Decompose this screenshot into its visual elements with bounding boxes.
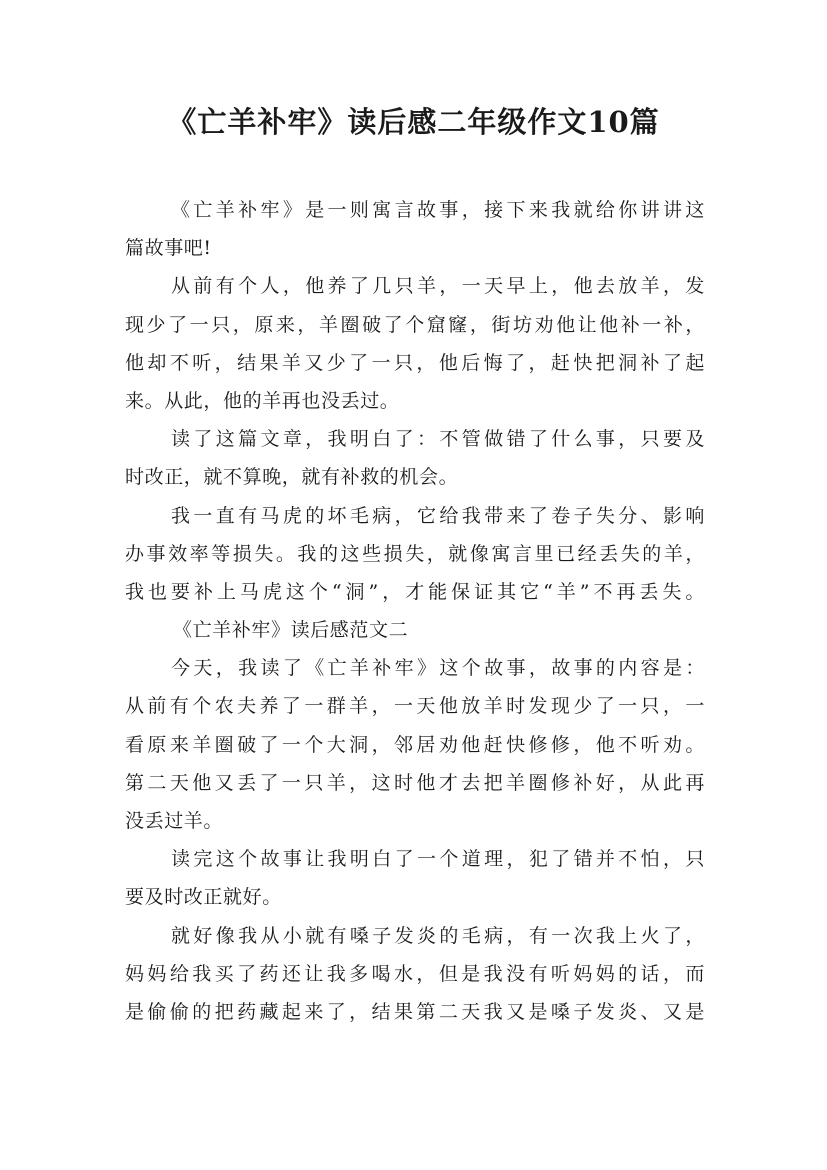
text-line: 看原来羊圈破了一个大洞，邻居劝他赶快修修，他不听劝。 [125, 733, 705, 756]
text-line: 现少了一只，原来，羊圈破了个窟窿，街坊劝他让他补一补， [125, 313, 705, 336]
document-title: 《亡羊补牢》读后感二年级作文10篇 [167, 105, 660, 139]
text-line: 他却不听，结果羊又少了一只，他后悔了，赶快把洞补了起 [125, 351, 705, 374]
text-line: 来。从此，他的羊再也没丢过。 [125, 389, 400, 412]
text-line: 办事效率等损失。我的这些损失，就像寓言里已经丢失的羊， [125, 542, 705, 565]
text-line: 是偷偷的把药藏起来了，结果第二天我又是嗓子发炎、又是 [125, 1000, 705, 1023]
text-line: 没丢过羊。 [125, 810, 224, 832]
text-line: 要及时改正就好。 [125, 886, 282, 909]
text-line: 我也要补上马虎这个“洞”，才能保证其它“羊”不再丢失。 [125, 580, 705, 603]
text-line: 读完这个故事让我明白了一个道理，犯了错并不怕，只 [171, 848, 705, 871]
section-heading: 《亡羊补牢》读后感范文二 [173, 619, 409, 642]
text-line: 今天，我读了《亡羊补牢》这个故事，故事的内容是： [171, 657, 705, 680]
text-line: 妈妈给我买了药还让我多喝水，但是我没有听妈妈的话，而 [125, 962, 705, 985]
document-body [125, 191, 705, 1031]
text-line: 第二天他又丢了一只羊，这时他才去把羊圈修补好，从此再 [125, 771, 705, 794]
text-line: 时改正，就不算晚，就有补救的机会。 [125, 466, 459, 489]
text-line: 篇故事吧! [125, 237, 212, 260]
text-line: 从前有个农夫养了一群羊，一天他放羊时发现少了一只，一 [125, 695, 705, 718]
text-line: 就好像我从小就有嗓子发炎的毛病，有一次我上火了， [171, 924, 705, 947]
text-line: 读了这篇文章，我明白了：不管做错了什么事，只要及 [171, 428, 705, 451]
text-line: 从前有个人，他养了几只羊，一天早上，他去放羊，发 [171, 275, 705, 298]
text-line: 我一直有马虎的坏毛病，它给我带来了卷子失分、影响 [171, 504, 705, 527]
text-line: 《亡羊补牢》是一则寓言故事，接下来我就给你讲讲这 [171, 199, 705, 221]
